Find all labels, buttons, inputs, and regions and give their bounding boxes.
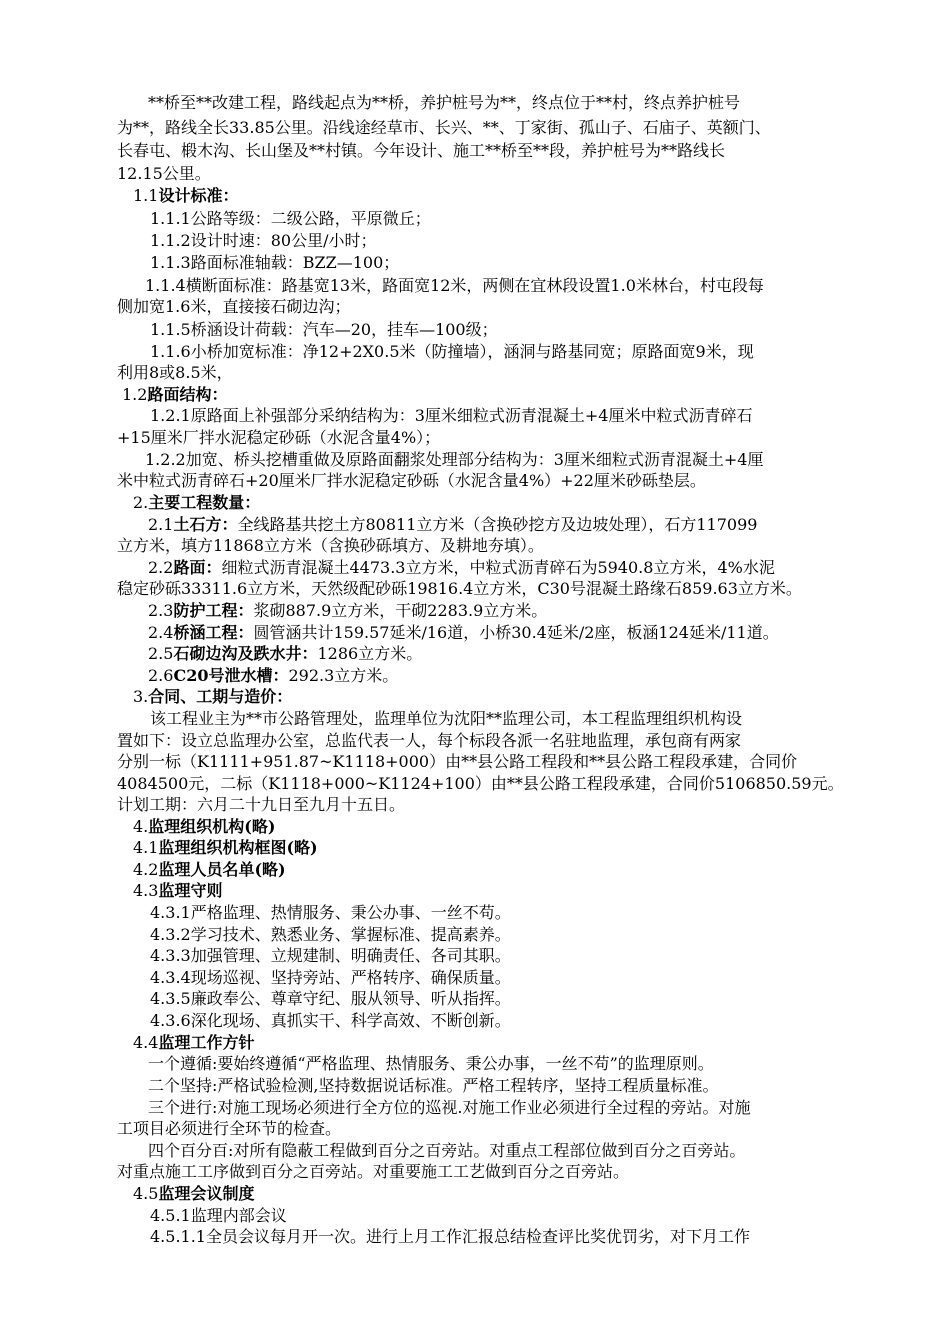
list-item	[148, 600, 547, 622]
paragraph-line: 侧加宽1.6米，直接接石砌边沟；	[117, 297, 351, 316]
list-item: 4.3.5廉政奉公、尊章守纪、服从领导、听从指挥。	[150, 989, 511, 1008]
section-heading-4-4	[133, 1032, 254, 1054]
list-item	[148, 665, 398, 687]
list-item: 1.1.4横断面标准：路基宽13米，路面宽12米，两侧在宜林段设置1.0米林台，村屯段每	[145, 276, 764, 295]
section-title: 设计标准：	[158, 186, 239, 205]
paragraph-line: 工项目必须进行全环节的检查。	[117, 1119, 342, 1138]
paragraph-line: 4084500元，二标（K1118+000~K1124+100）由**县公路工程段承建，合同价5106850.59元。	[117, 774, 844, 793]
section-text: 292.3立方米。	[288, 666, 399, 685]
section-heading-4-2	[133, 859, 286, 881]
section-heading-3	[133, 686, 292, 708]
paragraph-line: 分别一标（K1111+951.87~K1118+000）由**县公路工程段和**县公路工程段承建，合同价	[117, 752, 798, 771]
list-item: 4.5.1.1全员会议每月开一次。进行上月工作汇报总结检查评比奖优罚劣，对下月工作	[150, 1227, 750, 1246]
section-title: 路面：	[173, 558, 222, 577]
section-number: 2.	[133, 493, 149, 512]
list-item: 4.3.6深化现场、真抓实干、科学高效、不断创新。	[150, 1011, 511, 1030]
paragraph-line: 该工程业主为**市公路管理处，监理单位为沈阳**监理公司，本工程监理组织机构设	[150, 709, 743, 728]
section-heading-4-5	[133, 1183, 254, 1205]
section-heading-2	[133, 492, 260, 514]
paragraph-line: 三个进行:对施工现场必须进行全方位的巡视.对施工作业必须进行全过程的旁站。对施	[148, 1098, 751, 1117]
list-item: 1.2.1原路面上补强部分采纳结构为：3厘米细粒式沥青混凝土+4厘米中粒式沥青碎石	[150, 406, 753, 425]
list-item	[148, 643, 422, 665]
paragraph-line: 计划工期：六月二十九日至九月十五日。	[117, 795, 406, 814]
section-number: 4.2	[133, 860, 159, 879]
section-number: 2.4	[148, 623, 174, 642]
section-text: 细粒式沥青混凝土4473.3立方米，中粒式沥青碎石为5940.8立方米，4%水泥	[221, 558, 775, 577]
list-item: 1.1.1公路等级：二级公路，平原微丘；	[150, 209, 431, 228]
paragraph-line: 二个坚持:严格试验检测,坚持数据说话标准。严格工程转序，坚持工程质量标准。	[148, 1076, 719, 1095]
paragraph-line: 长春屯、椴木沟、长山堡及**村镇。今年设计、施工**桥至**段，养护桩号为**路线长	[117, 141, 726, 160]
paragraph-line: 立方米，填方11868立方米（含换砂砾填方、及耕地夯填）。	[117, 536, 544, 555]
list-item: 1.2.2加宽、桥头挖槽重做及原路面翻浆处理部分结构为：3厘米细粒式沥青混凝土+4厘	[145, 450, 764, 469]
paragraph-line: 对重点施工工序做到百分之百旁站。对重要施工工艺做到百分之百旁站。	[117, 1162, 630, 1181]
list-item: 4.3.4现场巡视、坚持旁站、严格转序、确保质量。	[150, 968, 511, 987]
section-title: 监理会议制度	[158, 1184, 255, 1203]
list-item: 4.3.3加强管理、立规建制、明确责任、各司其职。	[150, 946, 511, 965]
paragraph-line: **桥至**改建工程，路线起点为**桥，养护桩号为**，终点位于**村，终点养护桩号	[148, 93, 741, 112]
section-text: 1286立方米。	[317, 644, 423, 663]
section-title: 主要工程数量：	[148, 493, 261, 512]
list-item	[148, 622, 779, 644]
list-item: 1.1.3路面标准轴载：BZZ—100；	[150, 253, 400, 272]
paragraph-line: 一个遵循:要始终遵循“严格监理、热情服务、秉公办事，一丝不苟”的监理原则。	[148, 1054, 714, 1073]
section-number: 1.1	[133, 186, 159, 205]
section-title: 土石方：	[173, 515, 238, 534]
section-number: 4.5	[133, 1184, 159, 1203]
section-number: 2.1	[148, 515, 174, 534]
section-text: 浆砌887.9立方米，干砌2283.9立方米。	[253, 601, 548, 620]
list-item: 4.3.2学习技术、熟悉业务、掌握标准、提高素养。	[150, 925, 511, 944]
list-item	[148, 557, 775, 579]
section-text: 圆管涵共计159.57延米/16道，小桥30.4延米/2座，板涵124延米/11道。	[253, 623, 779, 642]
section-title: 石砌边沟及跌水井：	[173, 644, 318, 663]
section-title: 监理守则	[158, 881, 223, 900]
section-number: 3.	[133, 687, 149, 706]
list-item: 1.1.5桥涵设计荷载：汽车—20，挂车—100级；	[150, 320, 498, 339]
section-title: 监理人员名单(略)	[158, 860, 286, 879]
section-number: 4.	[133, 817, 149, 836]
section-title: 桥涵工程：	[173, 623, 254, 642]
section-number: 4.4	[133, 1033, 159, 1052]
section-title: 路面结构：	[147, 385, 228, 404]
section-number: 4.3	[133, 881, 159, 900]
section-number: 2.2	[148, 558, 174, 577]
section-title: C20号泄水槽：	[173, 666, 289, 685]
list-item	[148, 514, 757, 536]
paragraph-line: 置如下：设立总监理办公室，总监代表一人，每个标段各派一名驻地监理，承包商有两家	[117, 731, 742, 750]
section-number: 2.3	[148, 601, 174, 620]
list-item: 1.1.6小桥加宽标准：净12+2X0.5米（防撞墙），涵洞与路基同宽；原路面宽9米，现	[150, 342, 754, 361]
paragraph-line: 12.15公里。	[117, 164, 211, 183]
section-number: 1.2	[122, 385, 148, 404]
section-heading-1-2	[122, 384, 227, 406]
list-item: 4.3.1严格监理、热情服务、秉公办事、一丝不苟。	[150, 903, 511, 922]
section-title: 监理组织机构(略)	[148, 817, 276, 836]
paragraph-line: +15厘米厂拌水泥稳定砂砾（水泥含量4%）；	[117, 428, 441, 447]
section-number: 2.5	[148, 644, 174, 663]
section-number: 4.1	[133, 838, 159, 857]
section-text: 全线路基共挖土方80811立方米（含换砂挖方及边坡处理），石方117099	[237, 515, 758, 534]
section-heading-4	[133, 816, 275, 838]
section-number: 2.6	[148, 666, 174, 685]
section-title: 监理工作方针	[158, 1033, 255, 1052]
section-title: 防护工程：	[173, 601, 254, 620]
paragraph-line: 为**，路线全长33.85公里。沿线途经草市、长兴、**、丁家街、孤山子、石庙子、英额门、	[117, 118, 771, 137]
section-heading-4-3	[133, 880, 222, 902]
list-item: 4.5.1监理内部会议	[150, 1206, 287, 1225]
paragraph-line: 四个百分百:对所有隐蔽工程做到百分之百旁站。对重点工程部位做到百分之百旁站。	[148, 1141, 746, 1160]
section-heading-4-1	[133, 837, 318, 859]
section-title: 合同、工期与造价：	[148, 687, 293, 706]
paragraph-line: 利用8或8.5米，	[117, 363, 233, 382]
section-title: 监理组织机构框图(略)	[158, 838, 318, 857]
list-item: 1.1.2设计时速：80公里/小时；	[150, 231, 377, 250]
section-heading-1-1	[133, 185, 238, 207]
paragraph-line: 米中粒式沥青碎石+20厘米厂拌水泥稳定砂砾（水泥含量4%）+22厘米砂砾垫层。	[117, 471, 706, 490]
paragraph-line: 稳定砂砾33311.6立方米，天然级配砂砾19816.4立方米，C30号混凝土路缘石859.63立方米。	[117, 579, 802, 598]
